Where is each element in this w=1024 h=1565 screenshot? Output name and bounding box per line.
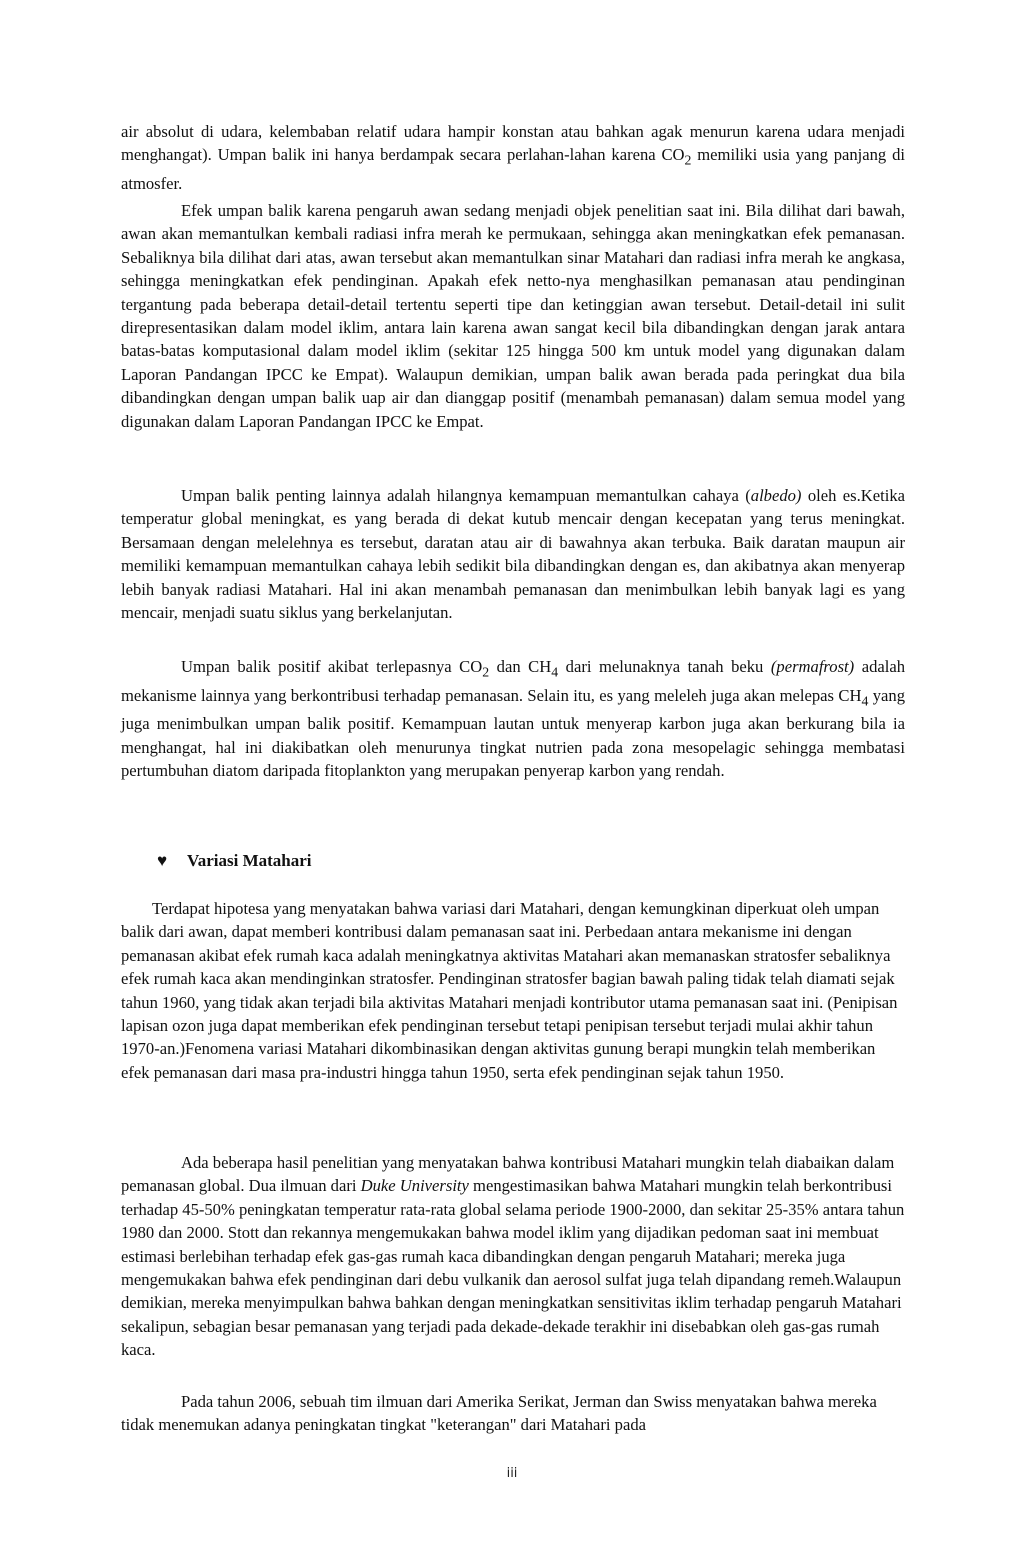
paragraph-solar-contribution: Ada beberapa hasil penelitian yang menyatakan bahwa kontribusi Matahari mungkin telah diabaikan dalam pemanasan global. Dua ilmuan dari Duke University mengestimasikan bahwa Matahari mungkin telah berkontribusi terhadap 45-50% peningkatan temperatur rata-rata global selama periode 1900-2000, dan sekitar 25-35% antara tahun 1980 dan 2000. Stott dan rekannya mengemukakan bahwa model iklim yang dijadikan pedoman saat ini membuat estimasi berlebihan terhadap efek gas-gas rumah kaca dibandingkan dengan pengaruh Matahari; mereka juga mengemukakan bahwa efek pendinginan dari debu vulkanik dan aerosol sulfat juga telah dipandang remeh.Walaupun demikian, mereka menyimpulkan bahwa bahkan dengan meningkatkan sensitivitas iklim terhadap pengaruh Matahari sekalipun, sebagian besar pemanasan yang terjadi pada dekade-dekade terakhir ini disebabkan oleh gas-gas rumah kaca. <box>121 1153 905 1360</box>
section-title: Variasi Matahari <box>187 851 312 870</box>
paragraph-permafrost-feedback: Umpan balik positif akibat terlepasnya $CO_2$ dan $CH_4$ dari melunaknya tanah beku (permafrost) adalah mekanisme lainnya yang berkontribusi terhadap pemanasan. Selain itu, es yang meleleh juga akan melepas $CH_4$ yang juga menimbulkan umpan balik positif. Kemampuan lautan untuk menyerap karbon juga akan berkurang bila ia menghangat, hal ini diakibatkan oleh menurunya tingkat nutrien pada zona mesopelagic sehingga membatasi pertumbuhan diatom daripada fitoplankton yang merupakan penyerap karbon yang rendah. <box>121 657 905 781</box>
section-heading <box>157 849 312 873</box>
heart-bullet-icon: ♥ <box>157 851 168 870</box>
paragraph-water-vapor-feedback: air absolut di udara, kelembaban relatif udara hampir konstan atau bahkan agak menurun karena udara menjadi menghangat). Umpan balik ini hanya berdampak secara perlahan-lahan karena $CO_2$ memiliki usia yang panjang di atmosfer. <box>121 122 905 194</box>
page-number: iii <box>506 1466 518 1481</box>
paragraph-cloud-feedback: Efek umpan balik karena pengaruh awan sedang menjadi objek penelitian saat ini. Bila dilihat dari bawah, awan akan memantulkan kembali radiasi infra merah ke permukaan, sehingga akan meningkatkan efek pemanasan. Sebaliknya bila dilihat dari atas, awan tersebut akan memantulkan sinar Matahari dan radiasi infra merah ke angkasa, sehingga meningkatkan efek pendinginan. Apakah efek netto-nya menghasilkan pemanasan atau pendinginan tergantung pada beberapa detail-detail tertentu seperti tipe dan ketinggian awan tersebut. Detail-detail ini sulit direpresentasikan dalam model iklim, antara lain karena awan sangat kecil bila dibandingkan dengan jarak antara batas-batas komputasional dalam model iklim (sekitar 125 hingga 500 km untuk model yang digunakan dalam Laporan Pandangan IPCC ke Empat). Walaupun demikian, umpan balik awan berada pada peringkat dua bila dibandingkan dengan umpan balik uap air dan dianggap positif (menambah pemanasan) dalam semua model yang digunakan dalam Laporan Pandangan IPCC ke Empat. <box>121 201 905 431</box>
paragraph-solar-variation: Terdapat hipotesa yang menyatakan bahwa variasi dari Matahari, dengan kemungkinan diperkuat oleh umpan balik dari awan, dapat memberi kontribusi dalam pemanasan saat ini. Perbedaan antara mekanisme ini dengan pemanasan akibat efek rumah kaca adalah meningkatnya aktivitas Matahari akan memanaskan stratosfer sebaliknya efek rumah kaca akan mendinginkan stratosfer. Pendinginan stratosfer bagian bawah paling tidak telah diamati sejak tahun 1960, yang tidak akan terjadi bila aktivitas Matahari menjadi kontributor utama pemanasan saat ini. (Penipisan lapisan ozon juga dapat memberikan efek pendinginan tersebut tetapi penipisan tersebut terjadi mulai akhir tahun 1970-an.)Fenomena variasi Matahari dikombinasikan dengan aktivitas gunung berapi mungkin telah memberikan efek pemanasan dari masa pra-industri hingga tahun 1950, serta efek pendinginan sejak tahun 1950. <box>121 899 898 1082</box>
paragraph-albedo-feedback: Umpan balik penting lainnya adalah hilangnya kemampuan memantulkan cahaya (albedo) oleh es.Ketika temperatur global meningkat, es yang berada di dekat kutub mencair dengan kecepatan yang terus meningkat. Bersamaan dengan melelehnya es tersebut, daratan atau air di bawahnya akan terbuka. Baik daratan maupun air memiliki kemampuan memantulkan cahaya lebih sedikit bila dibandingkan dengan es, dan akibatnya akan menyerap lebih banyak radiasi Matahari. Hal ini akan menambah pemanasan dan menimbulkan lebih banyak lagi es yang mencair, menjadi suatu siklus yang berkelanjutan. <box>121 486 905 623</box>
paragraph-2006-study: Pada tahun 2006, sebuah tim ilmuan dari Amerika Serikat, Jerman dan Swiss menyatakan bahwa mereka tidak menemukan adanya peningkatan tingkat "keterangan" dari Matahari pada <box>121 1392 877 1435</box>
